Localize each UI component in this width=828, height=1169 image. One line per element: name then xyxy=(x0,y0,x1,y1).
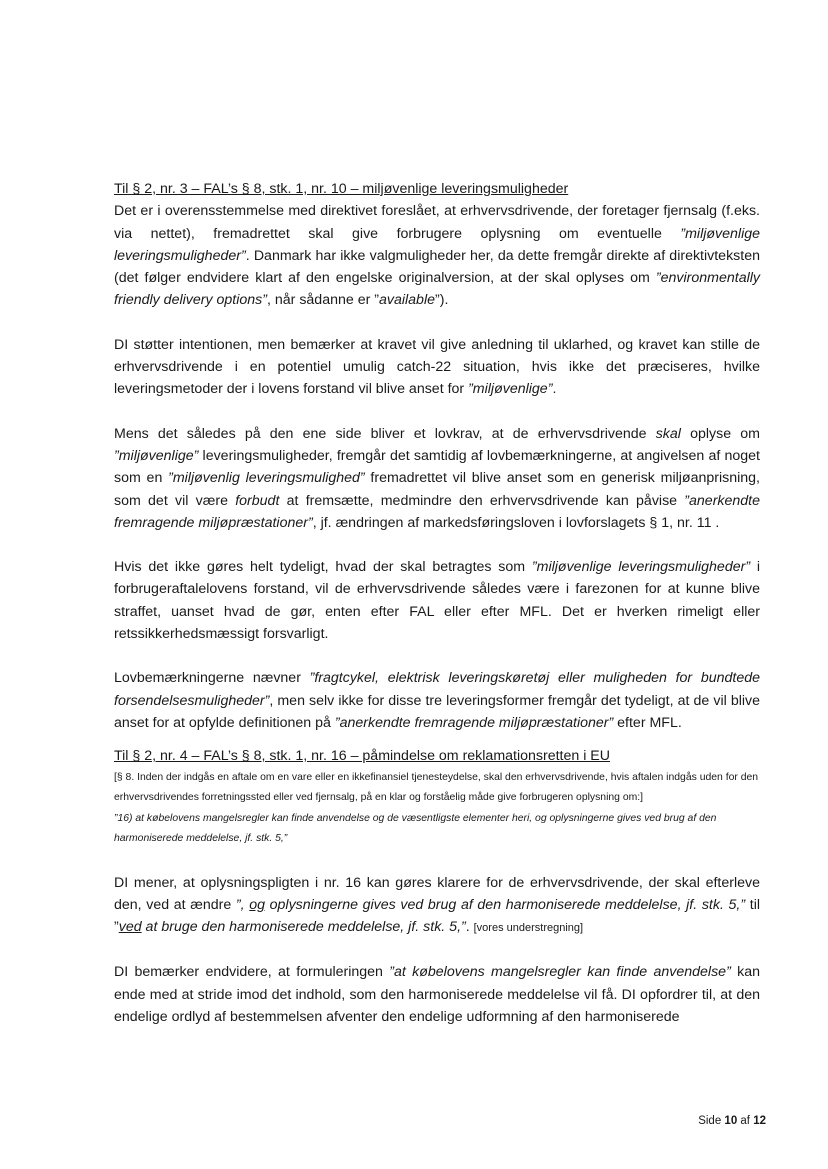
text: Det er i overensstemmelse med direktivet foreslået, at erhvervsdrivende, der foretager fjernsalg (f.eks. via nettet), fremadrettet skal give forbrugere oplysning om eventuelle xyxy=(114,203,760,242)
text: Mens det således på den ene side bliver et lovkrav, at de erhvervsdrivende xyxy=(114,425,656,442)
text: ”). xyxy=(435,292,449,309)
paragraph-1 xyxy=(114,200,760,311)
page-number-separator: af xyxy=(737,1115,754,1127)
paragraph-6 xyxy=(114,872,760,940)
page-number-total: 12 xyxy=(753,1115,766,1127)
text-italic: forbudt xyxy=(235,492,280,509)
text-italic: ”at købelovens mangelsregler kan finde anvendelse” xyxy=(389,964,731,981)
paragraph-5 xyxy=(114,667,760,734)
text: DI mener, at oplysningspligten i nr. 16 kan gøres klarere for de erhvervsdrivende, der skal efterleve den, ved at ændre xyxy=(114,874,760,913)
text-italic: available xyxy=(378,292,435,309)
text-note: [vores understregning] xyxy=(473,922,584,935)
paragraph-4 xyxy=(114,556,760,645)
section-heading-reklamationsretten: Til § 2, nr. 4 – FAL’s § 8, stk. 1, nr. 16 – påmindelse om reklamationsretten i EU xyxy=(114,748,611,765)
text-italic: ”anerkendte fremragende miljøpræstationer” xyxy=(114,492,761,531)
text: . xyxy=(552,381,557,398)
text: Hvis det ikke gøres helt tydeligt, hvad der skal betragtes som xyxy=(114,559,532,576)
text: fremadrettet vil blive anset som en generisk miljøanprisning, som det vil være xyxy=(114,470,760,509)
text: DI støtter intentionen, men bemærker at kravet vil give anledning til uklarhed, og kravet kan stille de erhvervsdrivende i en potentiel umulig catch-22 situation, hvis ikke det præciseres, hvilke leveringsmetoder der i lovens forstand vil blive anset for xyxy=(114,336,760,398)
document-body xyxy=(114,178,760,1028)
text: , når sådanne er ” xyxy=(266,292,379,309)
text: DI bemærker endvidere, at formuleringen xyxy=(114,964,390,981)
text: efter MFL. xyxy=(613,714,682,731)
text-italic: ”miljøvenlig leveringsmulighed” xyxy=(168,470,365,487)
text-italic: skal xyxy=(655,425,681,442)
text-italic-underlined: og xyxy=(249,896,265,913)
quote-context: [§ 8. Inden der indgås en aftale om en vare eller en ikkefinansiel tjenesteydelse, skal den erhvervsdrivende, hvis aftalen indgås uden for den erhvervsdrivendes forretningssted eller ved fjernsalg, på en klar og forståelig måde give forbrugeren oplysning om:] xyxy=(114,771,759,804)
text: at fremsætte, medmindre den erhvervsdrivende kan påvise xyxy=(279,492,685,509)
text: . xyxy=(465,919,474,936)
text-italic: ”miljøvenlige leveringsmuligheder” xyxy=(531,559,751,576)
text-italic: ”, xyxy=(235,896,250,913)
text: kan ende med at stride imod det indhold, som den harmoniserede meddelelse vil få. DI opfordrer til, at den endelige ordlyd af bestemmelsen afventer den endelige udformning af den harmoniserede xyxy=(114,964,760,1026)
quote-provision-text: ”16) at købelovens mangelsregler kan finde anvendelse og de væsentligste elementer heri, og oplysningerne gives ved brug af den harmoniserede meddelelse, jf. stk. 5,” xyxy=(114,812,717,845)
text: , jf. ændringen af markedsføringsloven i lovforslagets § 1, nr. 11 . xyxy=(312,514,720,531)
text: , men selv ikke for disse tre leveringsformer fremgår det tydeligt, at de vil blive anset for at opfylde definitionen på xyxy=(114,692,760,731)
text-italic: at bruge den harmoniserede meddelelse, jf. stk. 5,” xyxy=(141,919,466,936)
text: . Danmark har ikke valgmuligheder her, da dette fremgår direkte af direktivteksten (det følger endvidere klart af den engelske originalversion, at der skal oplyses om xyxy=(114,247,760,287)
text: oplyse om xyxy=(680,425,760,442)
text: Lovbemærkningerne nævner xyxy=(114,670,310,687)
text-italic: ”miljøvenlige” xyxy=(468,381,553,398)
section-heading-leveringsmuligheder: Til § 2, nr. 3 – FAL’s § 8, stk. 1, nr. 10 – miljøvenlige leveringsmuligheder xyxy=(114,181,569,197)
text-italic: ”environmentally friendly delivery options” xyxy=(114,270,760,309)
page-number-current: 10 xyxy=(724,1115,738,1127)
paragraph-7 xyxy=(114,961,760,1028)
quoted-provision xyxy=(114,768,760,850)
text-italic: oplysningerne gives ved brug af den harmoniserede meddelelse, jf. stk. 5,” xyxy=(265,896,746,913)
text-italic: ”miljøvenlige” xyxy=(114,447,199,464)
page-number-prefix: Side xyxy=(698,1115,725,1127)
paragraph-2 xyxy=(114,334,760,401)
paragraph-3 xyxy=(114,423,760,534)
text-italic: ”fragtcykel, elektrisk leveringskøretøj eller muligheden for bundtede forsendelsesmuligheder” xyxy=(114,670,760,709)
text-italic: ”miljøvenlige leveringsmuligheder” xyxy=(114,225,760,264)
text: til ” xyxy=(114,896,760,936)
page-number xyxy=(698,1115,766,1127)
text-italic: ”anerkendte fremragende miljøpræstationer” xyxy=(334,714,614,731)
text: i forbrugeraftalelovens forstand, vil de erhvervsdrivende således være i farezonen for at kunne blive straffet, uanset hvad de gør, enten efter FAL eller efter MFL. Det er hverken rimeligt eller retssikkerhedsmæssigt forsvarligt. xyxy=(114,559,761,643)
text-italic-underlined: ved xyxy=(118,919,142,936)
text: leveringsmuligheder, fremgår det samtidig af lovbemærkningerne, at angivelsen af noget som en xyxy=(114,447,760,487)
